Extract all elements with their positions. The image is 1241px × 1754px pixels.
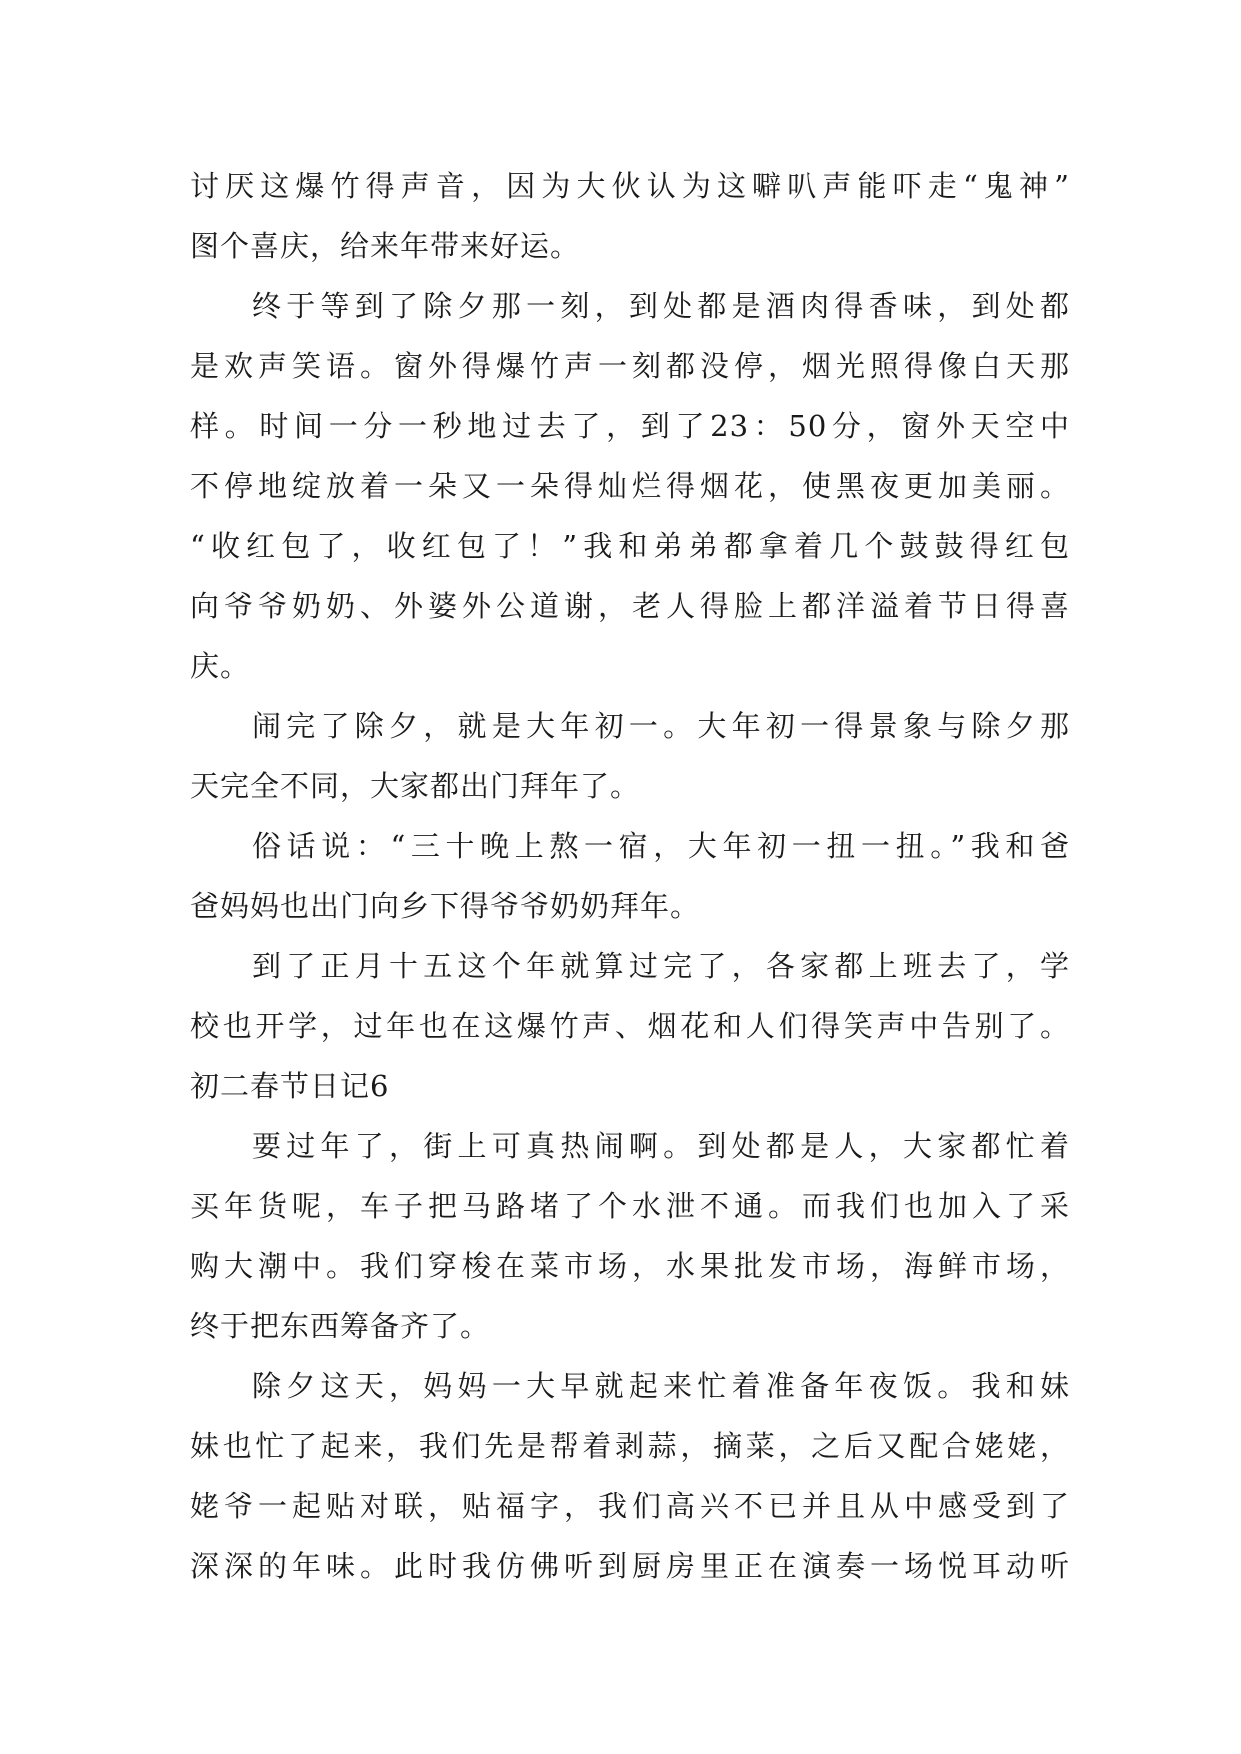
text-line: 向爷爷奶奶、外婆外公道谢，老人得脸上都洋溢着节日得喜	[190, 589, 1070, 623]
text-line: 俗话说：“三十晚上熬一宿，大年初一扭一扭。”我和爸	[252, 829, 1070, 863]
text-line: 购大潮中。我们穿梭在菜市场，水果批发市场，海鲜市场，	[190, 1249, 1070, 1283]
text-line: 要过年了，街上可真热闹啊。到处都是人，大家都忙着	[252, 1129, 1070, 1163]
text-line: 庆。	[190, 649, 251, 683]
text-line: 不停地绽放着一朵又一朵得灿烂得烟花，使黑夜更加美丽。	[190, 469, 1070, 503]
text-line: 闹完了除夕，就是大年初一。大年初一得景象与除夕那	[252, 709, 1070, 743]
text-line: 买年货呢，车子把马路堵了个水泄不通。而我们也加入了采	[190, 1189, 1070, 1223]
text-line: 爸妈妈也出门向乡下得爷爷奶奶拜年。	[190, 889, 701, 923]
text-line: 终于等到了除夕那一刻，到处都是酒肉得香味，到处都	[252, 289, 1070, 323]
text-line: 终于把东西筹备齐了。	[190, 1309, 491, 1343]
text-line: 姥爷一起贴对联，贴福字，我们高兴不已并且从中感受到了	[190, 1489, 1070, 1523]
text-line: 除夕这天，妈妈一大早就起来忙着准备年夜饭。我和妹	[252, 1369, 1070, 1403]
text-line: 是欢声笑语。窗外得爆竹声一刻都没停，烟光照得像白天那	[190, 349, 1070, 383]
document-body	[190, 156, 1070, 1596]
text-line: “收红包了，收红包了！”我和弟弟都拿着几个鼓鼓得红包	[190, 529, 1070, 563]
text-line: 深深的年味。此时我仿佛听到厨房里正在演奏一场悦耳动听	[190, 1549, 1070, 1583]
text-line: 到了正月十五这个年就算过完了，各家都上班去了，学	[252, 949, 1070, 983]
text-line: 妹也忙了起来，我们先是帮着剥蒜，摘菜，之后又配合姥姥，	[190, 1429, 1070, 1463]
section-heading: 初二春节日记6	[190, 1069, 390, 1103]
text-line: 图个喜庆，给来年带来好运。	[190, 229, 581, 263]
text-line: 校也开学，过年也在这爆竹声、烟花和人们得笑声中告别了。	[190, 1009, 1070, 1043]
text-line: 样。时间一分一秒地过去了，到了23：50分，窗外天空中	[190, 409, 1070, 443]
text-line: 天完全不同，大家都出门拜年了。	[190, 769, 641, 803]
text-line: 讨厌这爆竹得声音，因为大伙认为这噼叭声能吓走“鬼神”	[190, 169, 1070, 203]
